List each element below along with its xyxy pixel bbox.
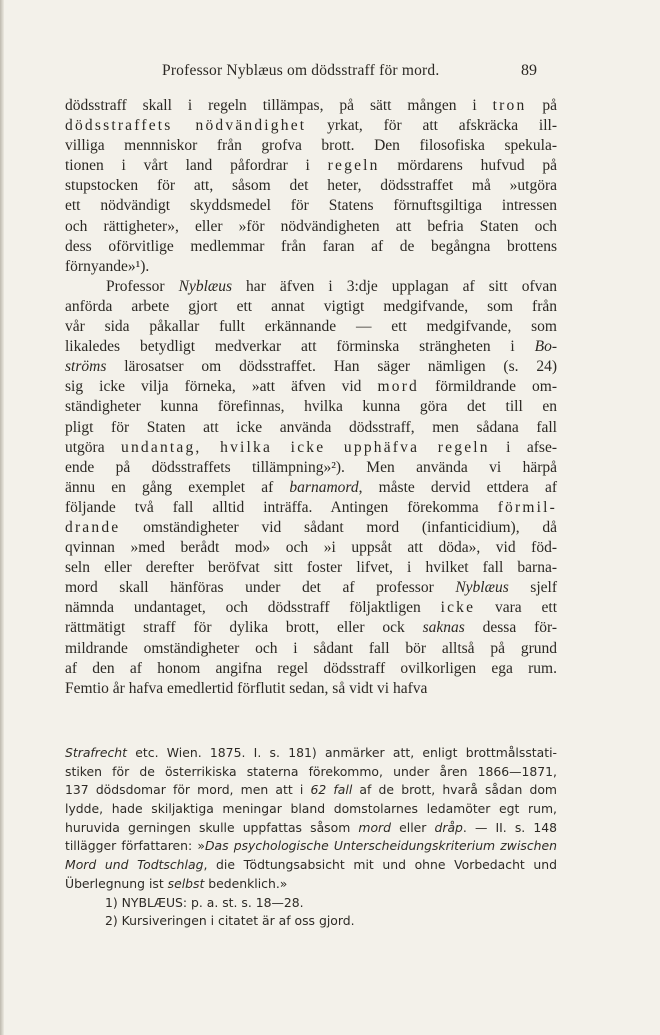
spaced-emphasis: drande — [65, 518, 121, 536]
text-line: mord skall hänföras under det af professor Nyblæus sjelf — [65, 579, 557, 597]
footnotes — [65, 744, 557, 931]
page-edge — [0, 0, 4, 1035]
footnote-line: Mord und Todtschlag, die Tödtungsabsicht mit und ohne Vorbedacht und — [65, 857, 557, 873]
spaced-emphasis: dödsstraffets nödvändighet — [65, 117, 307, 135]
text-line: dess oförvitlige medlemmar från faran af de begångna brottens — [65, 237, 557, 255]
text-line: Femtio år hafva emedlertid förflutit sedan, så vidt vi hafva — [65, 679, 428, 697]
spaced-emphasis: tron — [492, 97, 527, 114]
italic-text: ströms — [65, 358, 107, 376]
text-line: pligt för Staten att icke använda dödsstraff, men sådana fall — [65, 418, 557, 436]
text-line: af den af honom angifna regel dödsstraff ovilkorligen ega rum. — [65, 659, 557, 677]
text-line: villiga mennniskor från grofva brott. Den filosofiska spekula- — [65, 137, 557, 155]
text-line: nämnda undantaget, och dödsstraff följaktligen icke vara ett — [65, 599, 558, 617]
italic-text: dråp — [434, 819, 463, 835]
text-line: Professor Nyblæus har äfven i 3:dje upplagan af sitt ofvan — [106, 277, 557, 295]
italic-text: selbst — [167, 875, 205, 891]
text-line: seln eller derefter beröfvat sitt foster lifvet, i hvilket fall barna- — [65, 559, 557, 577]
running-header — [0, 58, 660, 84]
italic-text: saknas — [422, 619, 465, 637]
text-line: utgöra undantag, hvilka icke upphäfva regeln i afse- — [65, 438, 557, 456]
spaced-emphasis: mord — [377, 378, 420, 396]
footnote-line: 137 dödsdomar för mord, men att i 62 fall af de brott, hvarå sådan dom — [65, 782, 557, 798]
footnote-line: tillägger författaren: »Das psychologische Unterscheidungskriterium zwischen — [65, 838, 557, 854]
text-line: förnyande»¹). — [65, 257, 150, 275]
text-line: drande omständigheter vid sådant mord (infanticidium), då — [65, 518, 557, 536]
text-line: ett nödvändigt skyddsmedel för Statens förnuftsgiltiga intressen — [65, 197, 557, 215]
footnote-line: Überlegnung ist selbst bedenklich.» — [65, 875, 288, 891]
text-line: mildrande omständigheter och i sådant fall bör alltså på grund — [65, 639, 557, 657]
italic-text: Mord und Todtschlag — [65, 857, 204, 873]
italic-text: Das psychologische Unterscheidungskriterium zwischen — [204, 838, 557, 854]
text-line: ströms lärosatser om dödsstraffet. Han säger nämligen (s. 24) — [65, 358, 557, 376]
text-line: qvinnan »med berådt mod» och »i uppsåt att döda», vid föd- — [65, 539, 557, 557]
text-line: likaledes betydligt medverkar att förminska strängheten i Bo- — [65, 338, 557, 356]
text-line: och rättigheter», eller »för nödvändigheten att befria Staten och — [65, 217, 557, 235]
spaced-emphasis: undantag, hvilka icke upphäfva regeln — [121, 438, 490, 456]
text-line: sig icke vilja förneka, »att äfven vid mord förmildrande om- — [65, 378, 557, 396]
main-text — [65, 96, 557, 699]
italic-text: Nyblæus — [178, 277, 233, 295]
text-line: rättmätigt straff för dylika brott, eller ock saknas dessa för- — [65, 619, 557, 637]
text-line: ständigheter kunna förefinnas, hvilka kunna göra det till en — [65, 398, 557, 416]
italic-text: mord — [358, 819, 392, 835]
text-line: ännu en gång exemplet af barnamord, måste dervid ettdera af — [65, 478, 557, 496]
footnote-line: 2) Kursiveringen i citatet är af oss gjord. — [105, 913, 355, 929]
text-line: dödsstraffets nödvändighet yrkat, för att afskräcka ill- — [65, 117, 557, 135]
italic-text: Nyblæus — [455, 579, 509, 597]
footnote-line: Strafrecht etc. Wien. 1875. I. s. 181) anmärker att, enligt brottmålsstati- — [65, 745, 557, 760]
footnote-line: 1) NYBLÆUS: p. a. st. s. 18—28. — [105, 894, 304, 910]
italic-text: Strafrecht — [65, 745, 128, 760]
running-title: Professor Nyblæus om dödsstraff för mord. — [162, 62, 440, 79]
spaced-emphasis: regeln — [327, 157, 380, 175]
italic-text: 62 fall — [310, 782, 353, 798]
text-line: följande två fall alltid inträffa. Antingen förekomma förmil- — [65, 498, 557, 516]
text-line: stupstocken för att, såsom det heter, dödsstraffet må »utgöra — [65, 177, 557, 195]
text-line: vår sida påkallar fullt erkännande — ett medgifvande, som — [65, 318, 557, 336]
text-line: dödsstraff skall i regeln tillämpas, på sätt mången i tron på — [65, 97, 557, 114]
italic-text: barnamord — [289, 478, 359, 496]
text-line: anförda arbete gjort ett annat vigtigt medgifvande, som från — [65, 297, 557, 315]
footnote-line: stiken för de österrikiska staterna förekommo, under åren 1866—1871, — [65, 763, 557, 779]
text-line: ende på dödsstraffets tillämpning»²). Men använda vi härpå — [65, 458, 557, 476]
italic-text: Bo- — [534, 338, 557, 356]
footnote-line: lydde, hade skiljaktiga meningar bland domstolarnes ledamöter egt rum, — [65, 801, 557, 817]
page-number: 89 — [521, 62, 537, 79]
footnote-line: huruvida gerningen skulle uppfattas såsom mord eller dråp. — II. s. 148 — [65, 819, 557, 835]
spaced-emphasis: icke — [440, 599, 476, 617]
text-line: tionen i vårt land påfordrar i regeln mördarens hufvud på — [65, 157, 558, 175]
spaced-emphasis: förmil- — [497, 498, 557, 516]
